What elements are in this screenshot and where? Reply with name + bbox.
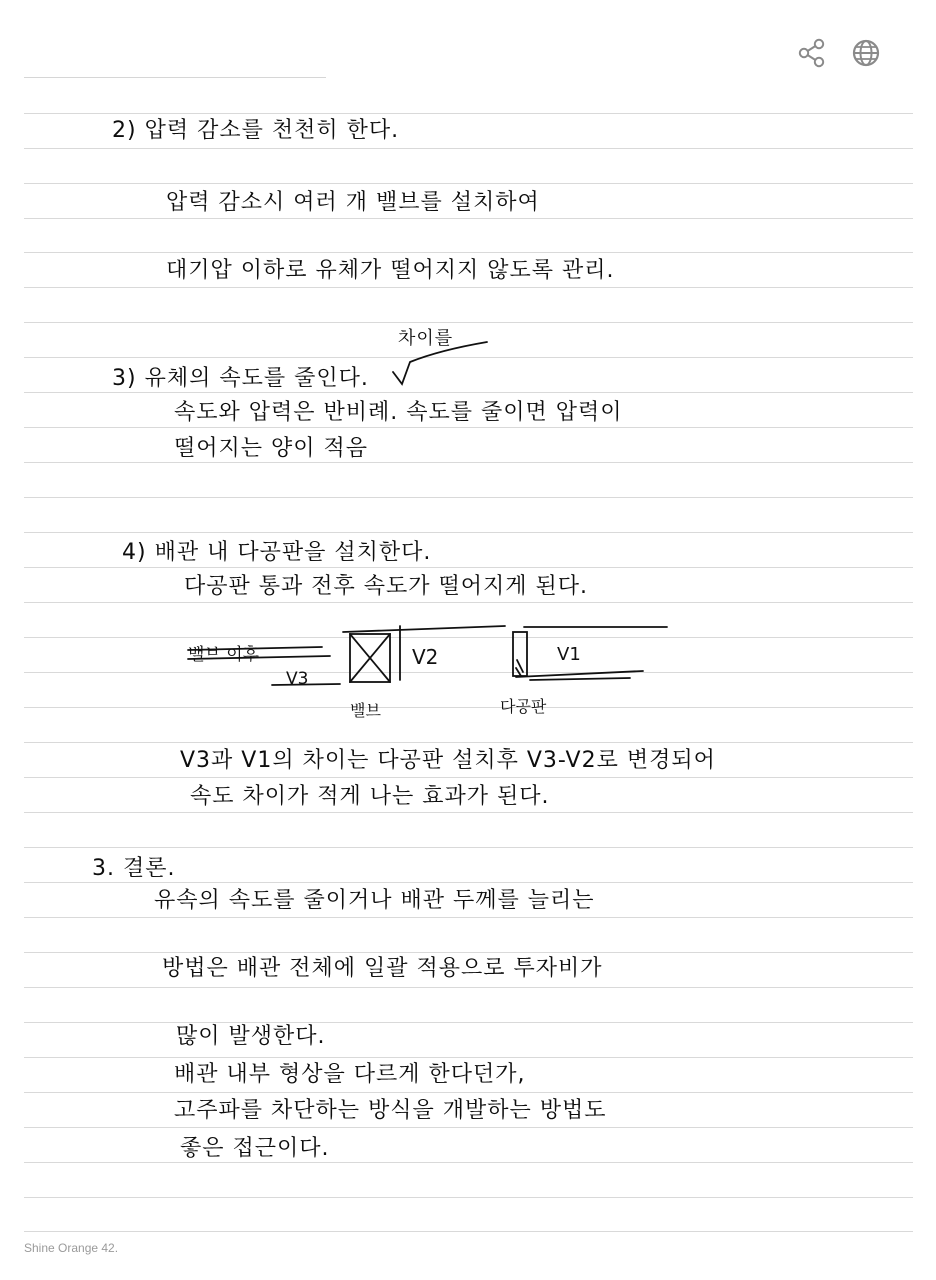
ruled-line [24, 1231, 913, 1232]
ruled-line [24, 252, 913, 253]
globe-icon [849, 36, 883, 70]
ruled-line [24, 777, 913, 778]
plate-label: 다공판 [500, 697, 547, 716]
globe-button[interactable] [849, 36, 883, 70]
ruled-line [24, 148, 913, 149]
ruled-line [24, 357, 913, 358]
ruled-line [24, 917, 913, 918]
pipe-wall-bottom [530, 678, 630, 680]
section3-insertion: 차이를 [398, 328, 454, 349]
share-icon [795, 36, 829, 70]
section3-line1: 속도와 압력은 반비례. 속도를 줄이면 압력이 [174, 400, 623, 425]
perforated-plate [513, 632, 527, 676]
ruled-line [24, 1057, 913, 1058]
valve-label: 밸브 [350, 701, 381, 720]
share-button[interactable] [795, 36, 829, 70]
v1-label: V1 [557, 644, 581, 665]
ruled-line [24, 707, 913, 708]
conclusion-line1: 유속의 속도를 줄이거나 배관 두께를 늘리는 [154, 888, 595, 913]
ruled-line [24, 322, 913, 323]
ruled-line [24, 287, 913, 288]
ruled-line [24, 952, 913, 953]
ruled-line [24, 882, 913, 883]
ruled-line [24, 218, 913, 219]
ruled-line [24, 987, 913, 988]
section4-heading: 4) 배관 내 다공판을 설치한다. [122, 540, 432, 565]
strike-line [188, 656, 330, 659]
section4-line3: 속도 차이가 적게 나는 효과가 된다. [190, 784, 550, 809]
conclusion-heading: 3. 결론. [92, 856, 176, 881]
valve-cross [350, 634, 390, 682]
v2-label: V2 [412, 645, 439, 669]
ruled-line [24, 567, 913, 568]
conclusion-line5: 고주파를 차단하는 방식을 개발하는 방법도 [174, 1098, 607, 1123]
section2-line2: 대기압 이하로 유체가 떨어지지 않도록 관리. [166, 258, 615, 283]
ruled-line [24, 1092, 913, 1093]
ruled-line [24, 1127, 913, 1128]
ruled-line [24, 847, 913, 848]
conclusion-line3: 많이 발생한다. [176, 1024, 326, 1049]
ruled-line [24, 672, 913, 673]
conclusion-line2: 방법은 배관 전체에 일괄 적용으로 투자비가 [162, 956, 603, 981]
ruled-line [24, 392, 913, 393]
conclusion-line4: 배관 내부 형상을 다르게 한다던가, [174, 1062, 526, 1087]
valve-box [350, 634, 390, 682]
section3-line2: 떨어지는 양이 적음 [174, 436, 369, 461]
section2-line1: 압력 감소시 여러 개 밸브를 설치하여 [166, 190, 540, 215]
ruled-line [24, 602, 913, 603]
ruled-line [24, 427, 913, 428]
ruled-line [24, 532, 913, 533]
section3-heading: 3) 유체의 속도를 줄인다. [112, 366, 369, 391]
ruled-line [24, 183, 913, 184]
strike-line [188, 647, 322, 650]
ruled-line [24, 113, 913, 114]
ruled-line [24, 1022, 913, 1023]
section2-heading: 2) 압력 감소를 천천히 한다. [112, 118, 400, 143]
ruled-line [24, 462, 913, 463]
ruled-line [24, 637, 913, 638]
ruled-line [24, 742, 913, 743]
plate-hatch [517, 660, 523, 672]
ruled-line [24, 1162, 913, 1163]
section4-line2: V3과 V1의 차이는 다공판 설치후 V3-V2로 변경되어 [180, 748, 716, 773]
title-underline [24, 77, 326, 78]
v3-label: V3 [286, 669, 309, 689]
pipe-wall-top [343, 626, 505, 632]
valve-crossed-label: 밸브 이후 [188, 645, 260, 665]
ruled-line [24, 497, 913, 498]
section4-line1: 다공판 통과 전후 속도가 떨어지게 된다. [184, 574, 588, 599]
ruled-line [24, 812, 913, 813]
footer-brand: Shine Orange 42. [24, 1241, 119, 1255]
conclusion-line6: 좋은 접근이다. [180, 1136, 330, 1161]
pipe-wall-bottom [272, 684, 340, 685]
valve-cross [350, 634, 390, 682]
ruled-line [24, 1197, 913, 1198]
